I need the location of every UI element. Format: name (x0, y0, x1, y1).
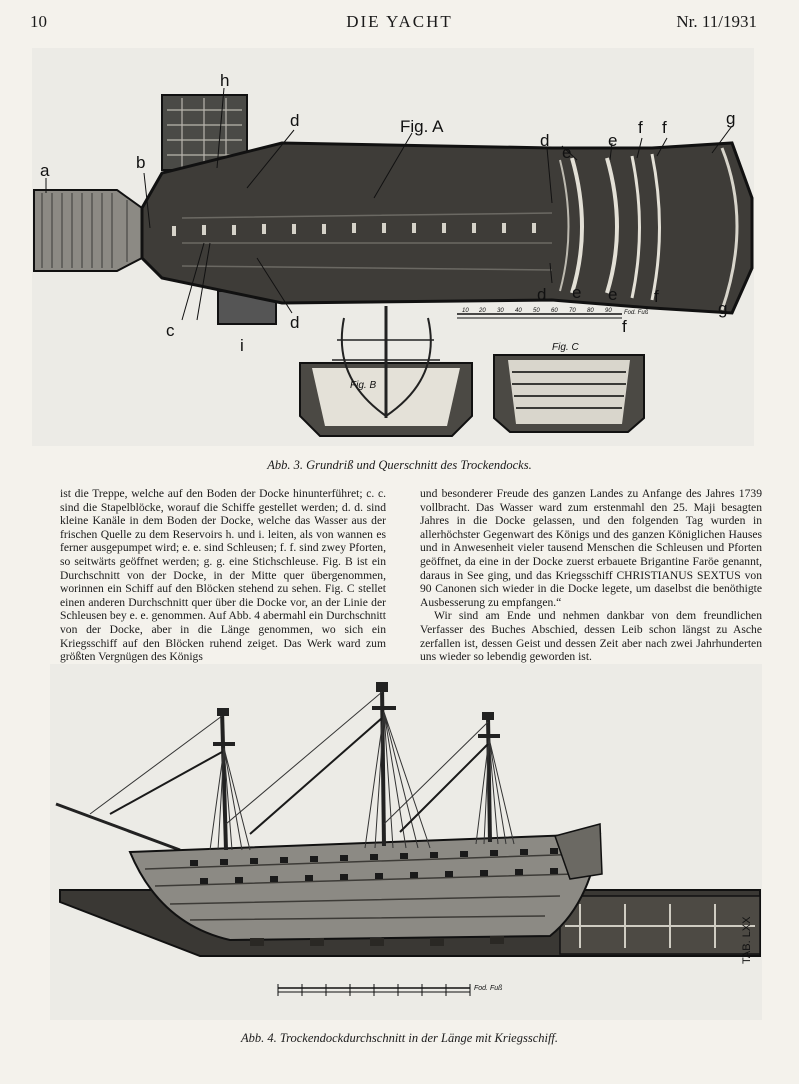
figure4-caption: Abb. 4. Trockendockdurchschnitt in der Länge mit Kriegsschiff. (240, 1031, 559, 1045)
paragraph: und besonderer Freude des ganzen Landes zu Anfange des Jahres 1739 vollbracht. Das Wasser ward zum erstenmahl den 25. Maji besagten Jahres in die Docke gelassen, und den folgenden Tag wurden in allerhöchster Gegenwart des Königs und des ganzen Königlichen Hauses und in Anwesenheit vieler tausend Menschen die Schleusen und Pforten geöffnet, da eine in der Docke zuerst erbauete Brigantine Faröe genannt, daraus in See ging, und das Kriegsschiff CHRISTIANUS SEXTUS von 90 Canonen sich wieder in die Docke legete, um daselbst die benöthigte Ausbesserung zu empfangen.“ (420, 487, 762, 609)
drydock-plan-figure (32, 48, 754, 446)
scale-number: 30 (497, 308, 504, 314)
label-h: h (220, 71, 230, 90)
dock-entrance-stairs (34, 190, 142, 271)
scale-unit: Fod. Fuß (624, 310, 649, 316)
scale-unit: Fod. Fuß (474, 985, 503, 992)
fig-b-label: Fig. B (350, 380, 377, 391)
label-c: c (166, 321, 175, 340)
label-a: a (40, 161, 50, 180)
page-number: 10 (30, 12, 47, 31)
scale-number: 60 (551, 308, 558, 314)
label-f: f (638, 118, 643, 137)
label-b: b (136, 153, 146, 172)
text-column-right (420, 487, 762, 664)
label-d: d (290, 111, 300, 130)
ship-hull (130, 834, 600, 940)
label-f: f (654, 287, 659, 306)
label-g: g (726, 109, 736, 128)
label-e: e (608, 285, 618, 304)
scale-number: 80 (587, 308, 594, 314)
scale-number: 90 (605, 308, 612, 314)
label-e: e (572, 283, 582, 302)
figure3-caption: Abb. 3. Grundriß und Querschnitt des Trockendocks. (267, 458, 532, 472)
issue-number: Nr. 11/1931 (676, 12, 757, 31)
label-d: d (290, 313, 300, 332)
label-d: d (540, 131, 550, 150)
scale-number: 50 (533, 308, 540, 314)
scale-number: 10 (462, 308, 469, 314)
scale-number: 40 (515, 308, 522, 314)
warship-drydock-figure (50, 664, 762, 1020)
label-f: f (662, 118, 667, 137)
label-fig-a: Fig. A (400, 117, 444, 136)
plate-label: TAB. LXX (741, 916, 753, 964)
magazine-title: DIE YACHT (346, 12, 453, 31)
label-d: d (537, 285, 547, 304)
label-e: e (608, 131, 618, 150)
fig-c-label: Fig. C (552, 342, 579, 353)
scale-number: 20 (479, 308, 486, 314)
paragraph: ist die Treppe, welche auf den Boden der Docke hinunterführet; c. c. sind die Stapelblöcke, worauf die Schiffe gestellet werden; d. d. sind kleine Kanäle in dem Boden der Docke, welche das Wasser aus der frischen Quelle zu dem Reservoirs h. und i. leiten, als von wannen es ferner ausgepumpet wird; e. e. sind Schleusen; f. f. sind zwey Pforten, so seitwärts geöffnet werden; g. g. eine Stichschleuse. Fig. B ist ein Durchschnitt von der Docke, in der Mitte quer übergenommen, worinnen ein Schiff auf den Blöcken stehend zu sehen. Fig. C stellet einen anderen Durchschnitt quer über die Docke vor, an der Linie der Schleusen bey e. e. genommen. Auf Abb. 4 abermahl ein Durchschnitt von der Docke, aber in die Länge genommen, wo sich ein Kriegsschiff auf den Blöcken ruhend zeiget. Das Werk ward zum größten Vergnügen des Königs (60, 487, 386, 664)
paragraph: Wir sind am Ende und nehmen dankbar von dem freundlichen Verfasser des Buches Abschied, dessen Leib schon längst zu Asche zerfallen ist, dessen Geist und dessen Zeit aber nach zwei Jahrhunderten uns wieder so lebendig geworden ist. (420, 609, 762, 664)
scale-number: 70 (569, 308, 576, 314)
label-g: g (718, 299, 728, 318)
text-column-left (60, 487, 386, 664)
label-f: f (622, 317, 627, 336)
fig-c-cross-section (494, 342, 644, 432)
label-e: e (562, 143, 572, 162)
label-i: i (240, 336, 244, 355)
